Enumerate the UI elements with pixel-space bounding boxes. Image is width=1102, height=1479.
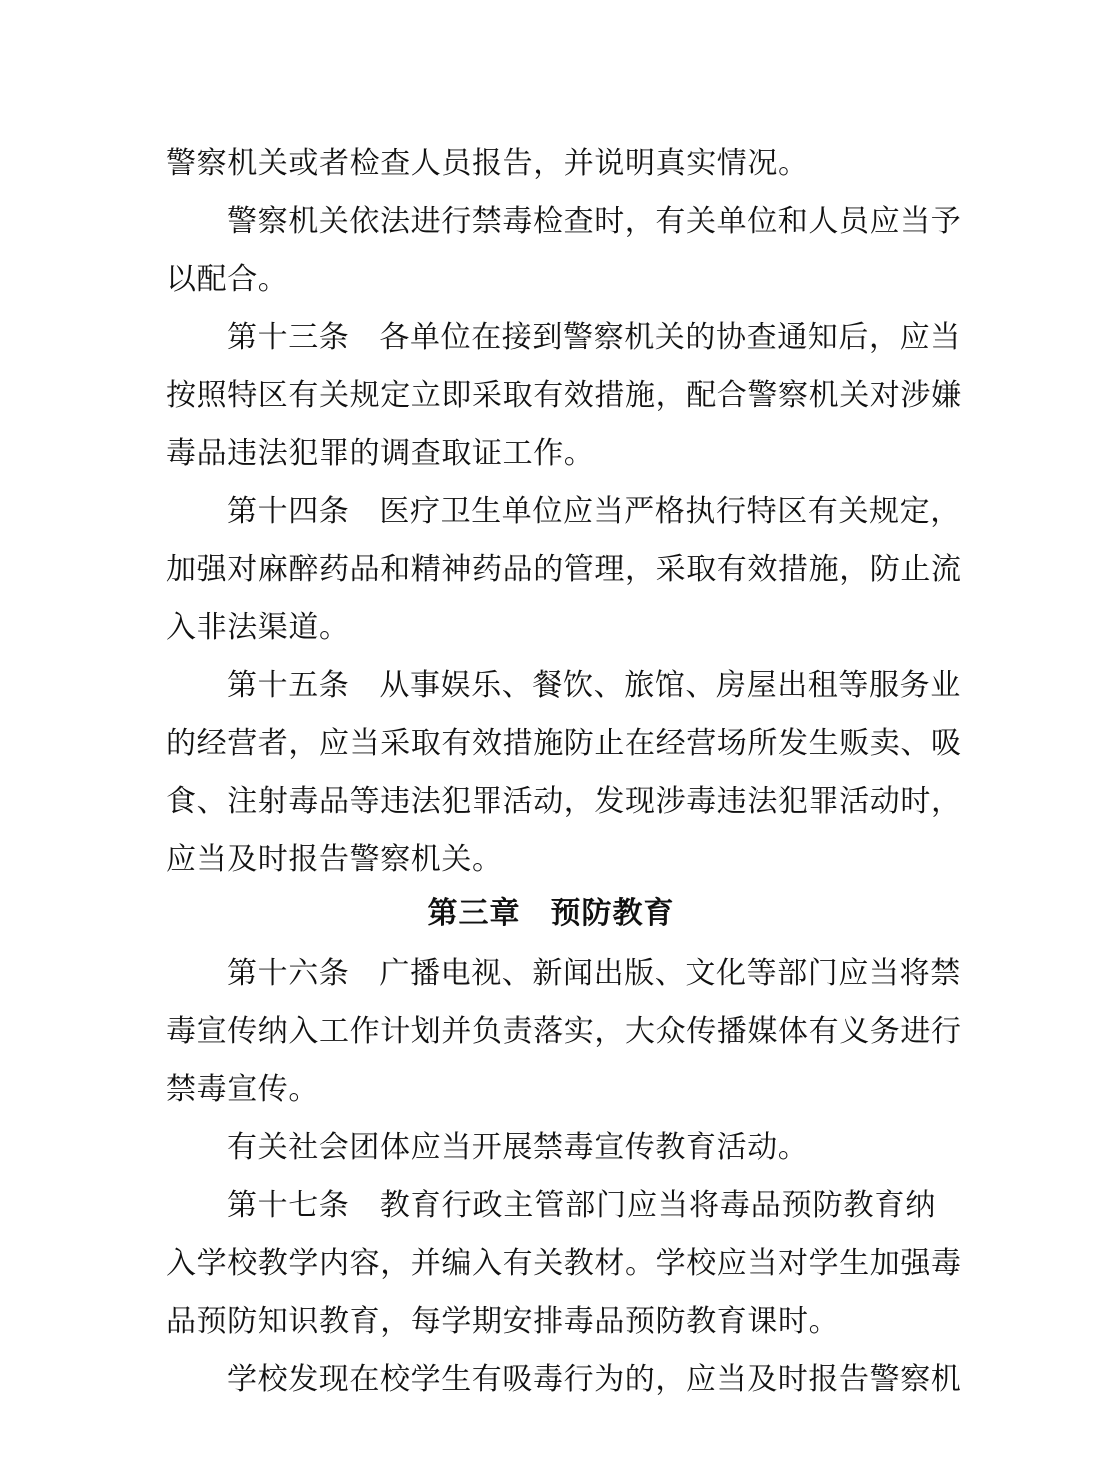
paragraph-line: 学校发现在校学生有吸毒行为的，应当及时报告警察机 bbox=[227, 1362, 962, 1397]
article-16-first-line bbox=[227, 954, 961, 994]
paragraph-line: 食、注射毒品等违法犯罪活动，发现涉毒违法犯罪活动时， bbox=[166, 784, 962, 819]
paragraph-line: 警察机关或者检查人员报告，并说明真实情况。 bbox=[166, 146, 809, 181]
article-17-first-line bbox=[227, 1186, 936, 1226]
paragraph-line: 应当及时报告警察机关。 bbox=[166, 842, 503, 877]
article-number: 第十三条 bbox=[227, 320, 350, 355]
paragraph-text: 教育行政主管部门应当将毒品预防教育纳 bbox=[379, 1188, 936, 1223]
chapter-heading bbox=[0, 893, 1102, 935]
paragraph-line: 以配合。 bbox=[166, 262, 289, 297]
paragraph-text: 从事娱乐、餐饮、旅馆、房屋出租等服务业 bbox=[379, 668, 961, 703]
paragraph-line: 毒品违法犯罪的调查取证工作。 bbox=[166, 436, 595, 471]
chapter-title: 预防教育 bbox=[550, 896, 675, 931]
paragraph-line: 有关社会团体应当开展禁毒宣传教育活动。 bbox=[227, 1130, 809, 1165]
article-14-first-line bbox=[227, 492, 961, 532]
paragraph-line: 入非法渠道。 bbox=[166, 610, 350, 645]
paragraph-line: 品预防知识教育，每学期安排毒品预防教育课时。 bbox=[166, 1304, 840, 1339]
paragraph-line: 入学校教学内容，并编入有关教材。学校应当对学生加强毒 bbox=[166, 1246, 962, 1281]
paragraph-line: 加强对麻醉药品和精神药品的管理，采取有效措施，防止流 bbox=[166, 552, 962, 587]
article-number: 第十六条 bbox=[227, 956, 350, 991]
article-number: 第十四条 bbox=[227, 494, 350, 529]
article-number: 第十五条 bbox=[227, 668, 350, 703]
paragraph-line: 的经营者，应当采取有效措施防止在经营场所发生贩卖、吸 bbox=[166, 726, 962, 761]
paragraph-line: 禁毒宣传。 bbox=[166, 1072, 319, 1107]
article-15-first-line bbox=[227, 666, 961, 706]
paragraph-text: 医疗卫生单位应当严格执行特区有关规定， bbox=[379, 494, 961, 529]
chapter-number: 第三章 bbox=[427, 896, 521, 931]
article-13-first-line bbox=[227, 318, 961, 358]
paragraph-line: 毒宣传纳入工作计划并负责落实，大众传播媒体有义务进行 bbox=[166, 1014, 962, 1049]
paragraph-text: 各单位在接到警察机关的协查通知后，应当 bbox=[379, 320, 961, 355]
paragraph-text: 广播电视、新闻出版、文化等部门应当将禁 bbox=[379, 956, 961, 991]
paragraph-line: 按照特区有关规定立即采取有效措施，配合警察机关对涉嫌 bbox=[166, 378, 962, 413]
article-number: 第十七条 bbox=[227, 1188, 350, 1223]
paragraph-line: 警察机关依法进行禁毒检查时，有关单位和人员应当予 bbox=[227, 204, 962, 239]
